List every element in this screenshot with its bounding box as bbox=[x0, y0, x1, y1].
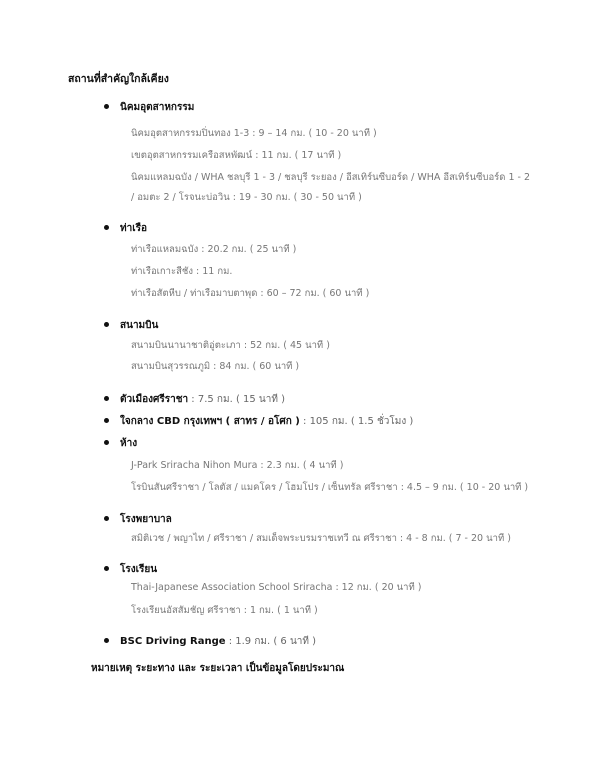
heading-value: : 7.5 กม. ( 15 นาที ) bbox=[188, 394, 286, 405]
list-item: Thai-Japanese Association School Sriracha : 12 กม. ( 20 นาที ) bbox=[131, 582, 422, 593]
list-item: เขตอุตสาหกรรมเครือสหพัฒน์ : 11 กม. ( 17 นาที ) bbox=[131, 150, 342, 161]
heading-label: ใจกลาง CBD กรุงเทพฯ ( สาทร / อโศก ) bbox=[120, 416, 300, 427]
bullet-icon bbox=[104, 225, 109, 230]
bullet-icon bbox=[104, 104, 109, 109]
bullet-icon bbox=[104, 566, 109, 571]
page-title: สถานที่สำคัญใกล้เคียง bbox=[68, 73, 169, 85]
section-heading-bangkok-cbd bbox=[120, 414, 413, 429]
section-heading-driving-range bbox=[120, 634, 316, 649]
list-item: โรบินสันศรีราชา / โลตัส / แมคโคร / โฮมโปร / เซ็นทรัล ศรีราชา : 4.5 – 9 กม. ( 10 - 20 นาที ) bbox=[131, 482, 529, 493]
bullet-icon bbox=[104, 396, 109, 401]
section-heading-schools: โรงเรียน bbox=[120, 564, 158, 575]
footnote: หมายเหตุ ระยะทาง และ ระยะเวลา เป็นข้อมูลโดยประมาณ bbox=[91, 663, 345, 674]
heading-label: BSC Driving Range bbox=[120, 636, 226, 647]
list-item: J-Park Sriracha Nihon Mura : 2.3 กม. ( 4 นาที ) bbox=[131, 460, 344, 471]
bullet-icon bbox=[104, 418, 109, 423]
bullet-icon bbox=[104, 322, 109, 327]
list-item: สนามบินนานาชาติอู่ตะเภา : 52 กม. ( 45 นาที ) bbox=[131, 340, 330, 351]
list-item: สมิติเวช / พญาไท / ศรีราชา / สมเด็จพระบรมราชเทวี ณ ศรีราชา : 4 - 8 กม. ( 7 - 20 นาที ) bbox=[131, 533, 511, 544]
list-item: ท่าเรือแหลมฉบัง : 20.2 กม. ( 25 นาที ) bbox=[131, 244, 297, 255]
bullet-icon bbox=[104, 638, 109, 643]
list-item: ท่าเรือเกาะสีชัง : 11 กม. bbox=[131, 266, 233, 277]
bullet-icon bbox=[104, 516, 109, 521]
list-item: นิคมอุตสาหกรรมปิ่นทอง 1-3 : 9 – 14 กม. ( 10 - 20 นาที ) bbox=[131, 128, 377, 139]
section-heading-ports: ท่าเรือ bbox=[120, 223, 148, 234]
heading-label: ตัวเมืองศรีราชา bbox=[120, 394, 189, 405]
list-item: โรงเรียนอัสสัมชัญ ศรีราชา : 1 กม. ( 1 นาที ) bbox=[131, 605, 318, 616]
section-heading-malls: ห้าง bbox=[120, 438, 138, 449]
heading-value: : 105 กม. ( 1.5 ชั่วโมง ) bbox=[299, 416, 414, 427]
section-heading-sriracha-town bbox=[120, 392, 285, 407]
section-heading-hospitals: โรงพยาบาล bbox=[120, 514, 172, 525]
bullet-icon bbox=[104, 440, 109, 445]
list-item: / อมตะ 2 / โรจนะบ่อวิน : 19 - 30 กม. ( 30 - 50 นาที ) bbox=[131, 192, 362, 203]
section-heading-industrial-estates: นิคมอุตสาหกรรม bbox=[120, 102, 195, 113]
list-item: สนามบินสุวรรณภูมิ : 84 กม. ( 60 นาที ) bbox=[131, 361, 300, 372]
section-heading-airports: สนามบิน bbox=[120, 320, 159, 331]
list-item: ท่าเรือสัตหีบ / ท่าเรือมาบตาพุด : 60 – 72 กม. ( 60 นาที ) bbox=[131, 288, 370, 299]
list-item: นิคมแหลมฉบัง / WHA ชลบุรี 1 - 3 / ชลบุรี ระยอง / อีสเทิร์นซีบอร์ด / WHA อีสเทิร์นซีบอร์ด 1 - 2 bbox=[131, 172, 531, 183]
heading-value: : 1.9 กม. ( 6 นาที ) bbox=[225, 636, 317, 647]
